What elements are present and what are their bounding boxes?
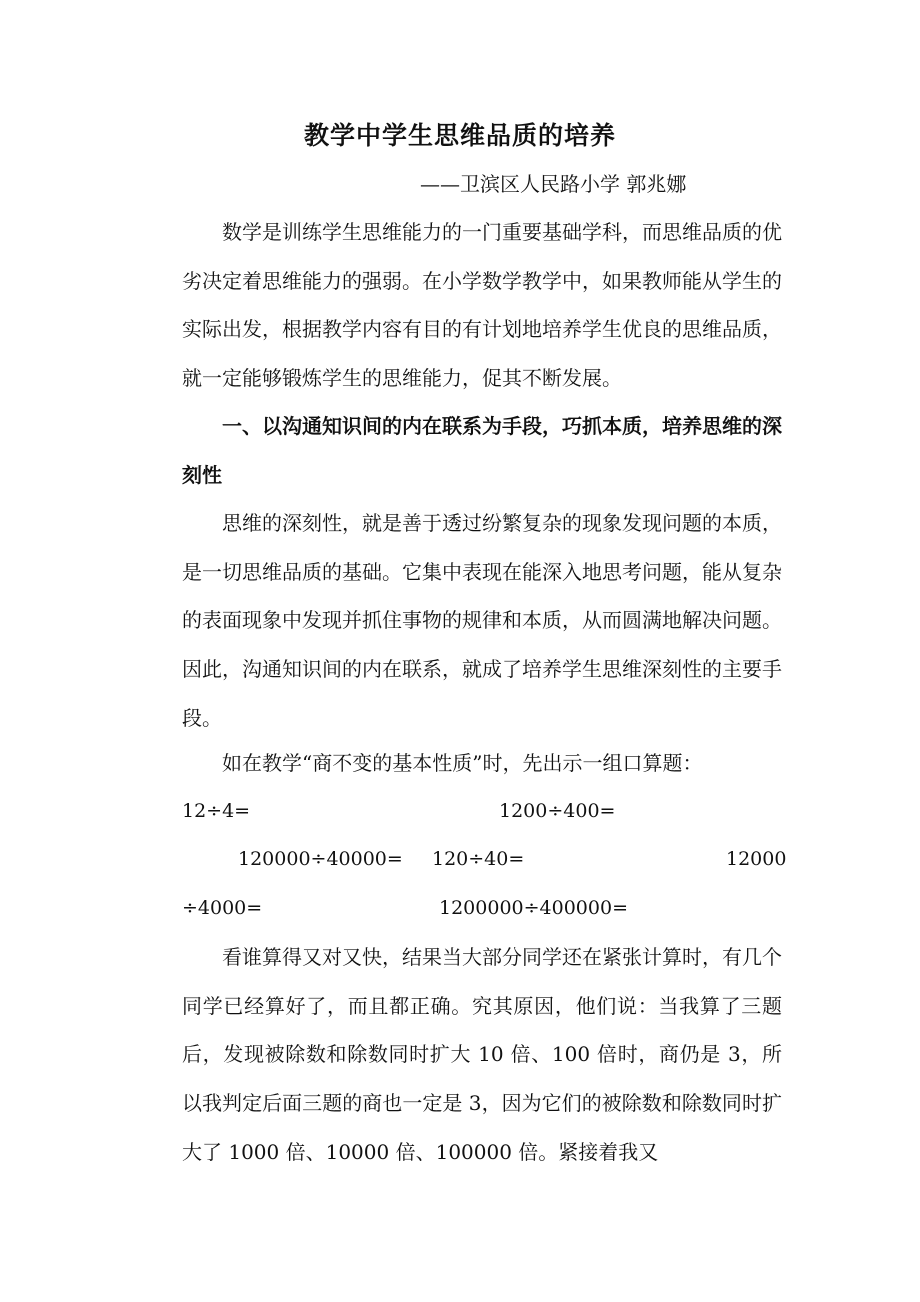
expression-2: 1200÷400= xyxy=(499,800,616,822)
document-title: 教学中学生思维品质的培养 xyxy=(303,121,616,150)
result-paragraph: 看谁算得又对又快，结果当大部分同学还在紧张计算时，有几个同学已经算好了，而且都正确。究其原因，他们说：当我算了三题后，发现被除数和除数同时扩大 10 倍、100 倍时，商仍是 3，所以我判定后面三题的商也一定是 3，因为它们的被除数和除数同时扩大了 1000 倍、10000 倍、100000 倍。紧接着我又 xyxy=(182,945,782,1164)
author-line: ——卫滨区人民路小学 郭兆娜 xyxy=(420,172,687,196)
section-1-paragraph: 思维的深刻性，就是善于透过纷繁复杂的现象发现问题的本质，是一切思维品质的基础。它集中表现在能深入地思考问题，能从复杂的表面现象中发现并抓住事物的规律和本质，从而圆满地解决问题。因此，沟通知识间的内在联系，就成了培养学生思维深刻性的主要手段。 xyxy=(182,511,782,730)
intro-paragraph: 数学是训练学生思维能力的一门重要基础学科，而思维品质的优劣决定着思维能力的强弱。在小学数学教学中，如果教师能从学生的实际出发，根据教学内容有目的有计划地培养学生优良的思维品质，就一定能够锻炼学生的思维能力，促其不断发展。 xyxy=(182,220,782,391)
expression-5-part-2: ÷4000= xyxy=(182,897,263,919)
expression-6: 1200000÷400000= xyxy=(439,897,628,919)
expression-3: 120000÷40000= xyxy=(238,848,403,870)
expression-1: 12÷4= xyxy=(182,800,251,822)
expression-5-part-1: 12000 xyxy=(726,848,787,870)
section-1-heading: 一、以沟通知识间的内在联系为手段，巧抓本质，培养思维的深刻性 xyxy=(182,414,782,487)
example-intro-paragraph: 如在教学“商不变的基本性质”时，先出示一组口算题： xyxy=(222,751,703,775)
expression-4: 120÷40= xyxy=(432,848,525,870)
